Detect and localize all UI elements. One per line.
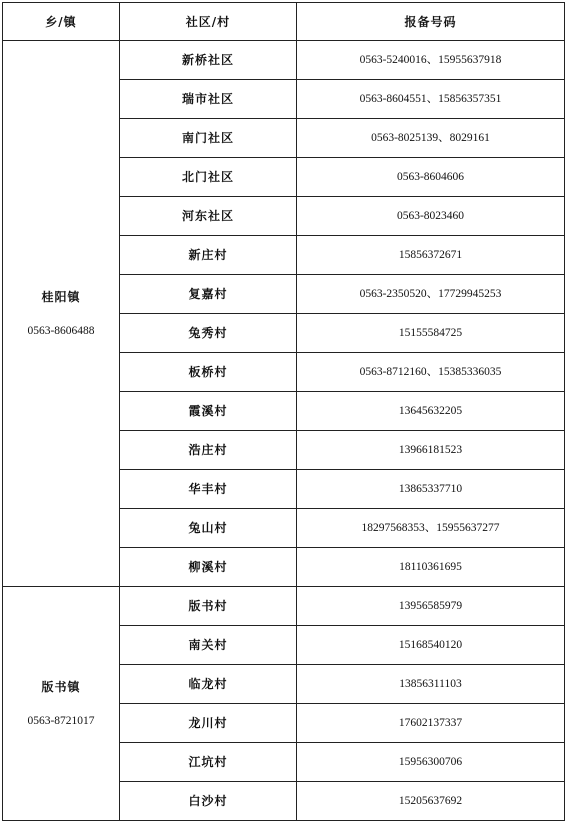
table-row [3,41,565,80]
town-cell [3,587,120,821]
community-name: 柳溪村 [120,548,297,587]
community-phone: 0563-5240016、15955637918 [297,41,565,80]
header-phone: 报备号码 [297,3,565,41]
community-phone: 18297568353、15955637277 [297,509,565,548]
community-phone: 0563-8023460 [297,197,565,236]
town-name: 版书镇 [41,679,81,694]
community-name: 江坑村 [120,743,297,782]
community-name: 临龙村 [120,665,297,704]
community-phone: 15168540120 [297,626,565,665]
community-name: 兔秀村 [120,314,297,353]
town-phone: 0563-8721017 [27,714,95,727]
town-phone: 0563-8606488 [27,324,95,337]
contact-table [2,2,565,821]
community-phone: 0563-8025139、8029161 [297,119,565,158]
header-row [3,3,565,41]
community-phone: 15205637692 [297,782,565,821]
community-name: 南关村 [120,626,297,665]
community-phone: 13645632205 [297,392,565,431]
community-phone: 15956300706 [297,743,565,782]
community-phone: 15856372671 [297,236,565,275]
community-name: 新庄村 [120,236,297,275]
community-name: 白沙村 [120,782,297,821]
table-body [3,41,565,821]
community-phone: 13856311103 [297,665,565,704]
community-phone: 13966181523 [297,431,565,470]
town-cell [3,41,120,587]
community-name: 新桥社区 [120,41,297,80]
community-phone: 18110361695 [297,548,565,587]
community-phone: 13865337710 [297,470,565,509]
community-name: 兔山村 [120,509,297,548]
community-phone: 15155584725 [297,314,565,353]
header-community: 社区/村 [120,3,297,41]
community-name: 板桥村 [120,353,297,392]
community-name: 复嘉村 [120,275,297,314]
community-phone: 0563-2350520、17729945253 [297,275,565,314]
community-name: 龙川村 [120,704,297,743]
community-name: 版书村 [120,587,297,626]
community-phone: 0563-8604606 [297,158,565,197]
header-town: 乡/镇 [3,3,120,41]
community-name: 河东社区 [120,197,297,236]
community-name: 瑞市社区 [120,80,297,119]
community-name: 霞溪村 [120,392,297,431]
community-name: 浩庄村 [120,431,297,470]
town-name: 桂阳镇 [41,289,81,304]
community-name: 北门社区 [120,158,297,197]
community-phone: 0563-8604551、15856357351 [297,80,565,119]
community-name: 南门社区 [120,119,297,158]
community-phone: 17602137337 [297,704,565,743]
community-phone: 0563-8712160、15385336035 [297,353,565,392]
community-name: 华丰村 [120,470,297,509]
community-phone: 13956585979 [297,587,565,626]
table-row [3,587,565,626]
